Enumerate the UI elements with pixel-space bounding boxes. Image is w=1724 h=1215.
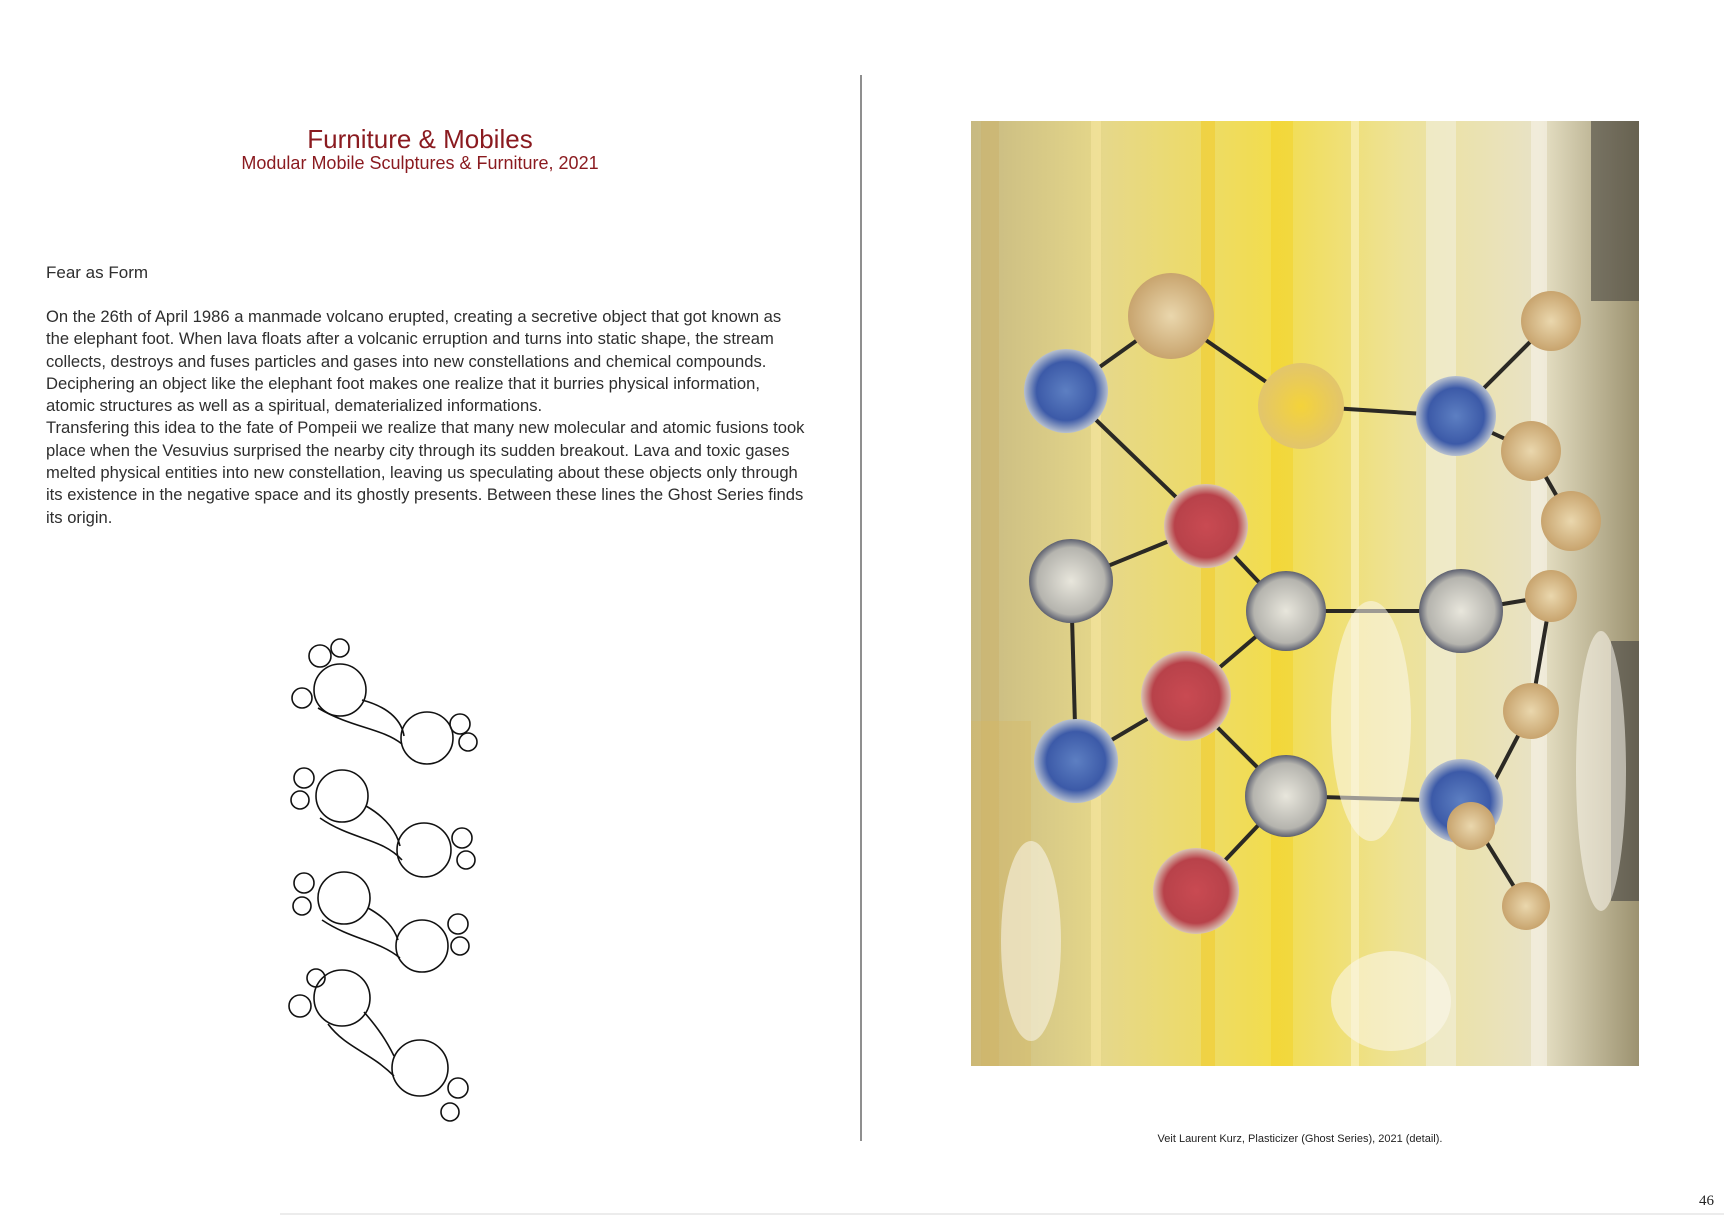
image-caption: Veit Laurent Kurz, Plasticizer (Ghost Series), 2021 (detail). (1157, 1133, 1443, 1145)
page-title: Furniture & Mobiles (307, 124, 533, 154)
page-number: 46 (1699, 1193, 1714, 1209)
paragraph-2: Transfering this idea to the fate of Pompeii we realize that many new molecular and atomic fusions took place when the Vesuvius surprised the nearby city through its sudden breakout. Lava and toxic gases melted physical entities into new constellation, leaving us speculating about these objects only through its existence in the negative space and its ghostly presents. Between these lines the Ghost Series finds its origin. (46, 418, 805, 527)
page-subtitle: Modular Mobile Sculptures & Furniture, 2021 (241, 153, 599, 173)
painting-image (971, 121, 1639, 1066)
left-page (0, 0, 860, 1215)
section-heading: Fear as Form (46, 263, 149, 282)
body-text (46, 306, 806, 529)
wire-loop-drawing (282, 628, 502, 1148)
paragraph-1: On the 26th of April 1986 a manmade volcano erupted, creating a secretive object that got known as the elephant foot. When lava floats after a volcanic erruption and turns into static shape, the stream collects, destroys and fuses particles and gases into new constellations and chemical compounds. Deciphering an object like the elephant foot makes one realize that it burries physical information, atomic structures as well as a spiritual, dematerialized informations. (46, 307, 782, 416)
